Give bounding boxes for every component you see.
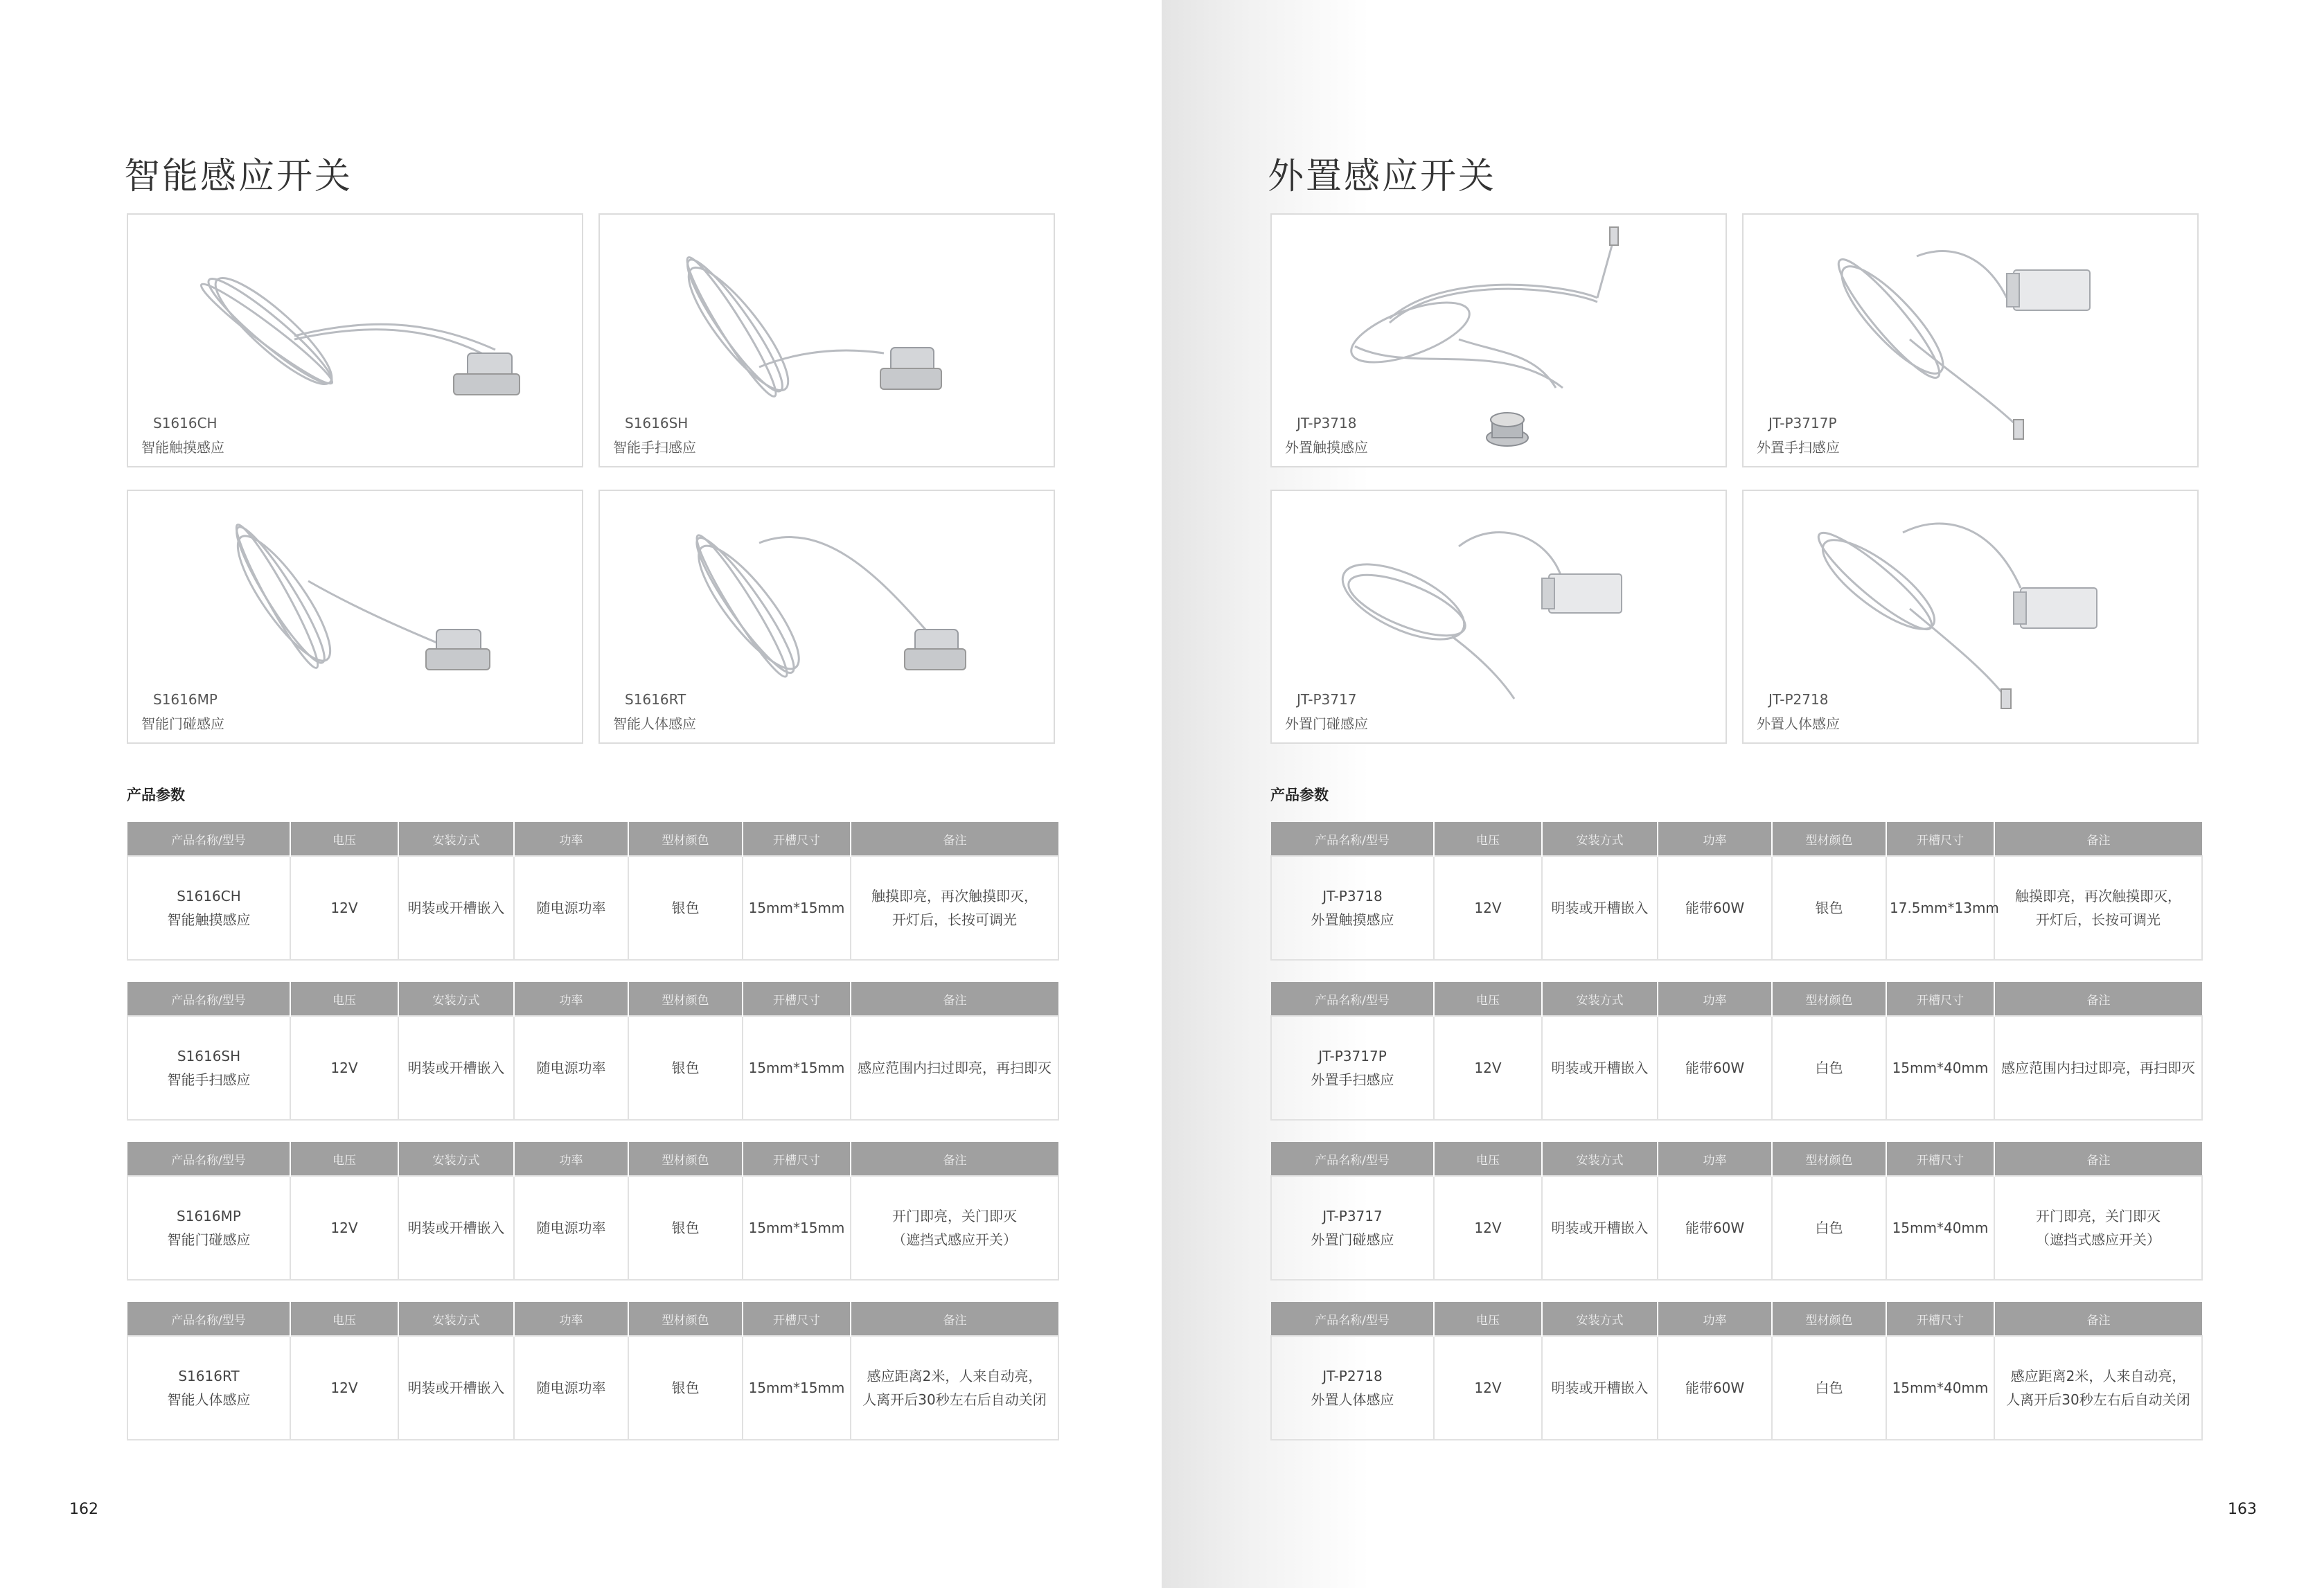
install-cell: 明装或开槽嵌入 <box>1542 1176 1658 1280</box>
spec-table <box>127 822 1059 961</box>
install-cell: 明装或开槽嵌入 <box>1542 1336 1658 1440</box>
header-cell: 安装方式 <box>1542 982 1658 1016</box>
slot-cell: 15mm*15mm <box>743 856 851 960</box>
voltage-cell: 12V <box>290 856 398 960</box>
color-cell: 银色 <box>628 1016 743 1120</box>
header-cell: 电压 <box>290 1142 398 1176</box>
slot-cell: 15mm*15mm <box>743 1176 851 1280</box>
slot-cell: 15mm*15mm <box>743 1336 851 1440</box>
model-cell: JT-P3717 外置门碰感应 <box>1271 1176 1434 1280</box>
header-cell: 电压 <box>290 822 398 856</box>
header-cell: 产品名称/型号 <box>1271 1302 1434 1336</box>
header-cell: 产品名称/型号 <box>1271 982 1434 1016</box>
install-cell: 明装或开槽嵌入 <box>1542 1016 1658 1120</box>
note-cell: 感应范围内扫过即亮，再扫即灭 <box>851 1016 1058 1120</box>
header-cell: 开槽尺寸 <box>743 1142 851 1176</box>
color-cell: 银色 <box>628 1176 743 1280</box>
header-cell: 功率 <box>514 1302 628 1336</box>
header-cell: 电压 <box>1434 1302 1542 1336</box>
params-title: 产品参数 <box>127 787 185 803</box>
color-cell: 银色 <box>628 1336 743 1440</box>
product-model: S1616MP <box>153 691 218 708</box>
product-name: 智能门碰感应 <box>141 715 224 732</box>
params-title: 产品参数 <box>1270 787 1329 803</box>
product-name: 智能人体感应 <box>613 715 696 732</box>
note-cell: 感应距离2米，人来自动亮， 人离开后30秒左右后自动关闭 <box>1994 1336 2202 1440</box>
product-card <box>127 213 583 467</box>
install-cell: 明装或开槽嵌入 <box>398 1176 514 1280</box>
header-cell: 电压 <box>1434 822 1542 856</box>
header-cell: 功率 <box>1658 822 1772 856</box>
header-cell: 备注 <box>851 822 1058 856</box>
install-cell: 明装或开槽嵌入 <box>398 1336 514 1440</box>
header-cell: 备注 <box>1994 822 2202 856</box>
page-title: 外置感应开关 <box>1268 156 1497 197</box>
product-model: S1616RT <box>625 691 686 708</box>
note-cell: 触摸即亮，再次触摸即灭， 开灯后，长按可调光 <box>1994 856 2202 960</box>
model-cell: S1616CH 智能触摸感应 <box>127 856 290 960</box>
color-cell: 银色 <box>1772 856 1886 960</box>
header-cell: 开槽尺寸 <box>743 822 851 856</box>
spec-table <box>127 1302 1059 1440</box>
header-cell: 型材颜色 <box>1772 822 1886 856</box>
product-model: JT-P3717 <box>1297 691 1357 708</box>
note-cell: 开门即亮，关门即灭 （遮挡式感应开关） <box>851 1176 1058 1280</box>
header-cell: 型材颜色 <box>628 982 743 1016</box>
color-cell: 白色 <box>1772 1336 1886 1440</box>
model-cell: S1616SH 智能手扫感应 <box>127 1016 290 1120</box>
header-cell: 安装方式 <box>1542 1142 1658 1176</box>
table-row <box>1271 1016 2202 1120</box>
product-grid <box>1270 213 2201 745</box>
table-row <box>127 1176 1058 1280</box>
header-cell: 备注 <box>1994 1142 2202 1176</box>
header-cell: 开槽尺寸 <box>743 982 851 1016</box>
table-header-row <box>1271 982 2202 1016</box>
power-cell: 随电源功率 <box>514 1176 628 1280</box>
table-header-row <box>127 822 1058 856</box>
product-name: 智能触摸感应 <box>141 439 224 456</box>
product-model: S1616CH <box>153 415 218 431</box>
install-cell: 明装或开槽嵌入 <box>398 856 514 960</box>
model-cell: S1616MP 智能门碰感应 <box>127 1176 290 1280</box>
product-model: JT-P3717P <box>1768 415 1837 431</box>
header-cell: 开槽尺寸 <box>1886 822 1994 856</box>
header-cell: 产品名称/型号 <box>127 1142 290 1176</box>
header-cell: 型材颜色 <box>1772 1142 1886 1176</box>
table-row <box>127 856 1058 960</box>
model-cell: S1616RT 智能人体感应 <box>127 1336 290 1440</box>
table-row <box>1271 856 2202 960</box>
product-name: 外置门碰感应 <box>1285 715 1368 732</box>
product-card <box>1270 490 1727 744</box>
header-cell: 功率 <box>1658 1142 1772 1176</box>
header-cell: 电压 <box>290 982 398 1016</box>
color-cell: 银色 <box>628 856 743 960</box>
header-cell: 功率 <box>514 982 628 1016</box>
header-cell: 产品名称/型号 <box>127 1302 290 1336</box>
power-cell: 随电源功率 <box>514 1336 628 1440</box>
header-cell: 功率 <box>514 822 628 856</box>
header-cell: 型材颜色 <box>628 1142 743 1176</box>
table-header-row <box>127 1302 1058 1336</box>
table-header-row <box>127 1142 1058 1176</box>
slot-cell: 15mm*15mm <box>743 1016 851 1120</box>
header-cell: 产品名称/型号 <box>1271 822 1434 856</box>
voltage-cell: 12V <box>290 1016 398 1120</box>
spec-table <box>127 1142 1059 1281</box>
product-card <box>598 490 1055 744</box>
header-cell: 型材颜色 <box>1772 1302 1886 1336</box>
spec-table <box>1270 822 2203 961</box>
slot-cell: 15mm*40mm <box>1886 1336 1994 1440</box>
product-model: JT-P2718 <box>1768 691 1829 708</box>
power-cell: 随电源功率 <box>514 856 628 960</box>
table-header-row <box>1271 1302 2202 1336</box>
product-card <box>1270 213 1727 467</box>
header-cell: 型材颜色 <box>628 1302 743 1336</box>
header-cell: 安装方式 <box>398 822 514 856</box>
header-cell: 备注 <box>851 982 1058 1016</box>
header-cell: 备注 <box>1994 982 2202 1016</box>
page-title: 智能感应开关 <box>124 156 353 197</box>
header-cell: 开槽尺寸 <box>1886 1302 1994 1336</box>
product-name: 外置人体感应 <box>1757 715 1840 732</box>
spec-table <box>1270 1302 2203 1440</box>
header-cell: 备注 <box>851 1142 1058 1176</box>
spec-table <box>127 982 1059 1121</box>
product-name: 外置触摸感应 <box>1285 439 1368 456</box>
spec-table <box>1270 982 2203 1121</box>
table-row <box>127 1336 1058 1440</box>
product-grid <box>127 213 1058 745</box>
product-card <box>127 490 583 744</box>
header-cell: 安装方式 <box>398 1302 514 1336</box>
model-cell: JT-P3718 外置触摸感应 <box>1271 856 1434 960</box>
table-header-row <box>127 982 1058 1016</box>
slot-cell: 17.5mm*13mm <box>1886 856 1994 960</box>
header-cell: 型材颜色 <box>1772 982 1886 1016</box>
product-name: 智能手扫感应 <box>613 439 696 456</box>
header-cell: 电压 <box>290 1302 398 1336</box>
page-number: 163 <box>2228 1501 2257 1518</box>
header-cell: 开槽尺寸 <box>743 1302 851 1336</box>
header-cell: 安装方式 <box>398 1142 514 1176</box>
product-card <box>598 213 1055 467</box>
table-header-row <box>1271 1142 2202 1176</box>
header-cell: 功率 <box>1658 1302 1772 1336</box>
power-cell: 能带60W <box>1658 856 1772 960</box>
product-model: JT-P3718 <box>1297 415 1357 431</box>
product-model: S1616SH <box>625 415 689 431</box>
header-cell: 安装方式 <box>1542 822 1658 856</box>
slot-cell: 15mm*40mm <box>1886 1176 1994 1280</box>
header-cell: 安装方式 <box>398 982 514 1016</box>
slot-cell: 15mm*40mm <box>1886 1016 1994 1120</box>
header-cell: 产品名称/型号 <box>127 822 290 856</box>
voltage-cell: 12V <box>290 1176 398 1280</box>
color-cell: 白色 <box>1772 1176 1886 1280</box>
note-cell: 感应范围内扫过即亮，再扫即灭 <box>1994 1016 2202 1120</box>
product-card <box>1742 213 2199 467</box>
voltage-cell: 12V <box>1434 1176 1542 1280</box>
spec-table <box>1270 1142 2203 1281</box>
header-cell: 功率 <box>514 1142 628 1176</box>
header-cell: 产品名称/型号 <box>127 982 290 1016</box>
note-cell: 感应距离2米，人来自动亮， 人离开后30秒左右后自动关闭 <box>851 1336 1058 1440</box>
header-cell: 备注 <box>851 1302 1058 1336</box>
power-cell: 能带60W <box>1658 1016 1772 1120</box>
header-cell: 开槽尺寸 <box>1886 1142 1994 1176</box>
note-cell: 开门即亮，关门即灭 （遮挡式感应开关） <box>1994 1176 2202 1280</box>
product-name: 外置手扫感应 <box>1757 439 1840 456</box>
page-number: 162 <box>69 1501 98 1518</box>
header-cell: 电压 <box>1434 982 1542 1016</box>
voltage-cell: 12V <box>1434 856 1542 960</box>
table-row <box>127 1016 1058 1120</box>
header-cell: 功率 <box>1658 982 1772 1016</box>
install-cell: 明装或开槽嵌入 <box>398 1016 514 1120</box>
power-cell: 能带60W <box>1658 1176 1772 1280</box>
header-cell: 产品名称/型号 <box>1271 1142 1434 1176</box>
table-row <box>1271 1176 2202 1280</box>
header-cell: 安装方式 <box>1542 1302 1658 1336</box>
model-cell: JT-P2718 外置人体感应 <box>1271 1336 1434 1440</box>
right-page <box>1162 0 2324 1588</box>
header-cell: 开槽尺寸 <box>1886 982 1994 1016</box>
voltage-cell: 12V <box>1434 1336 1542 1440</box>
header-cell: 电压 <box>1434 1142 1542 1176</box>
voltage-cell: 12V <box>1434 1016 1542 1120</box>
model-cell: JT-P3717P 外置手扫感应 <box>1271 1016 1434 1120</box>
table-row <box>1271 1336 2202 1440</box>
table-header-row <box>1271 822 2202 856</box>
color-cell: 白色 <box>1772 1016 1886 1120</box>
header-cell: 备注 <box>1994 1302 2202 1336</box>
note-cell: 触摸即亮，再次触摸即灭， 开灯后，长按可调光 <box>851 856 1058 960</box>
power-cell: 能带60W <box>1658 1336 1772 1440</box>
voltage-cell: 12V <box>290 1336 398 1440</box>
install-cell: 明装或开槽嵌入 <box>1542 856 1658 960</box>
power-cell: 随电源功率 <box>514 1016 628 1120</box>
product-card <box>1742 490 2199 744</box>
header-cell: 型材颜色 <box>628 822 743 856</box>
